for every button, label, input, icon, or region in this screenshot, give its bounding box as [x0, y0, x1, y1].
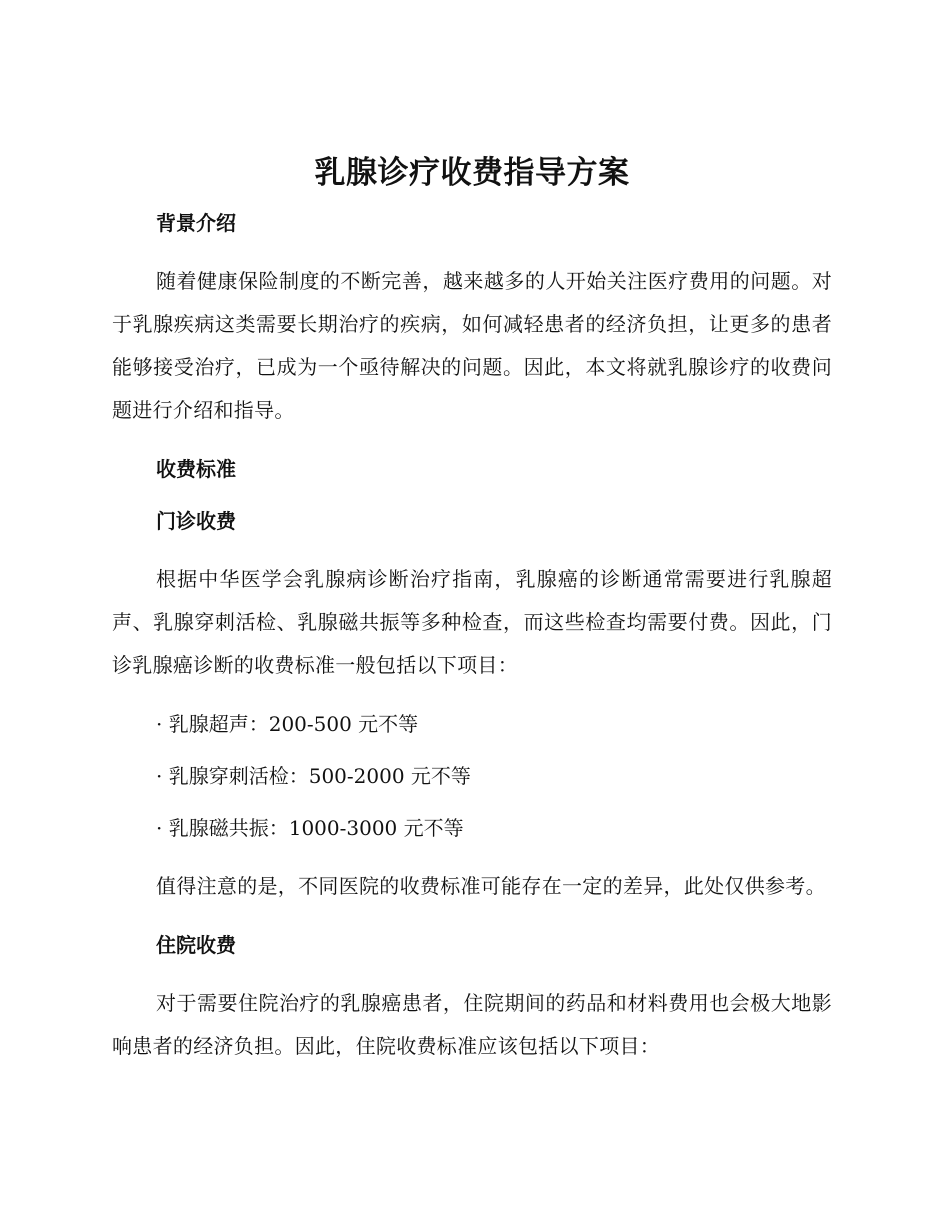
- background-paragraph: 随着健康保险制度的不断完善，越来越多的人开始关注医疗费用的问题。对于乳腺疾病这类需要长期治疗的疾病，如何减轻患者的经济负担，让更多的患者能够接受治疗，已成为一个亟待解决的问题。因此，本文将就乳腺诊疗的收费问题进行介绍和指导。: [112, 269, 832, 422]
- document-title: 乳腺诊疗收费指导方案: [314, 155, 630, 191]
- list-item: · 乳腺磁共振：1000-3000 元不等: [156, 816, 464, 840]
- section-heading-background: 背景介绍: [156, 211, 236, 235]
- inpatient-paragraph: 对于需要住院治疗的乳腺癌患者，住院期间的药品和材料费用也会极大地影响患者的经济负担。因此，住院收费标准应该包括以下项目：: [112, 991, 832, 1058]
- list-item: · 乳腺超声：200-500 元不等: [156, 712, 419, 736]
- subsection-heading-outpatient: 门诊收费: [156, 509, 236, 533]
- list-item: · 乳腺穿刺活检：500-2000 元不等: [156, 764, 471, 788]
- section-heading-fee-standard: 收费标准: [156, 457, 236, 481]
- subsection-heading-inpatient: 住院收费: [156, 933, 236, 957]
- outpatient-paragraph: 根据中华医学会乳腺病诊断治疗指南，乳腺癌的诊断通常需要进行乳腺超声、乳腺穿刺活检、乳腺磁共振等多种检查，而这些检查均需要付费。因此，门诊乳腺癌诊断的收费标准一般包括以下项目：: [112, 567, 832, 677]
- document-body: [112, 148, 832, 1068]
- note-paragraph: 值得注意的是，不同医院的收费标准可能存在一定的差异，此处仅供参考。: [156, 874, 826, 898]
